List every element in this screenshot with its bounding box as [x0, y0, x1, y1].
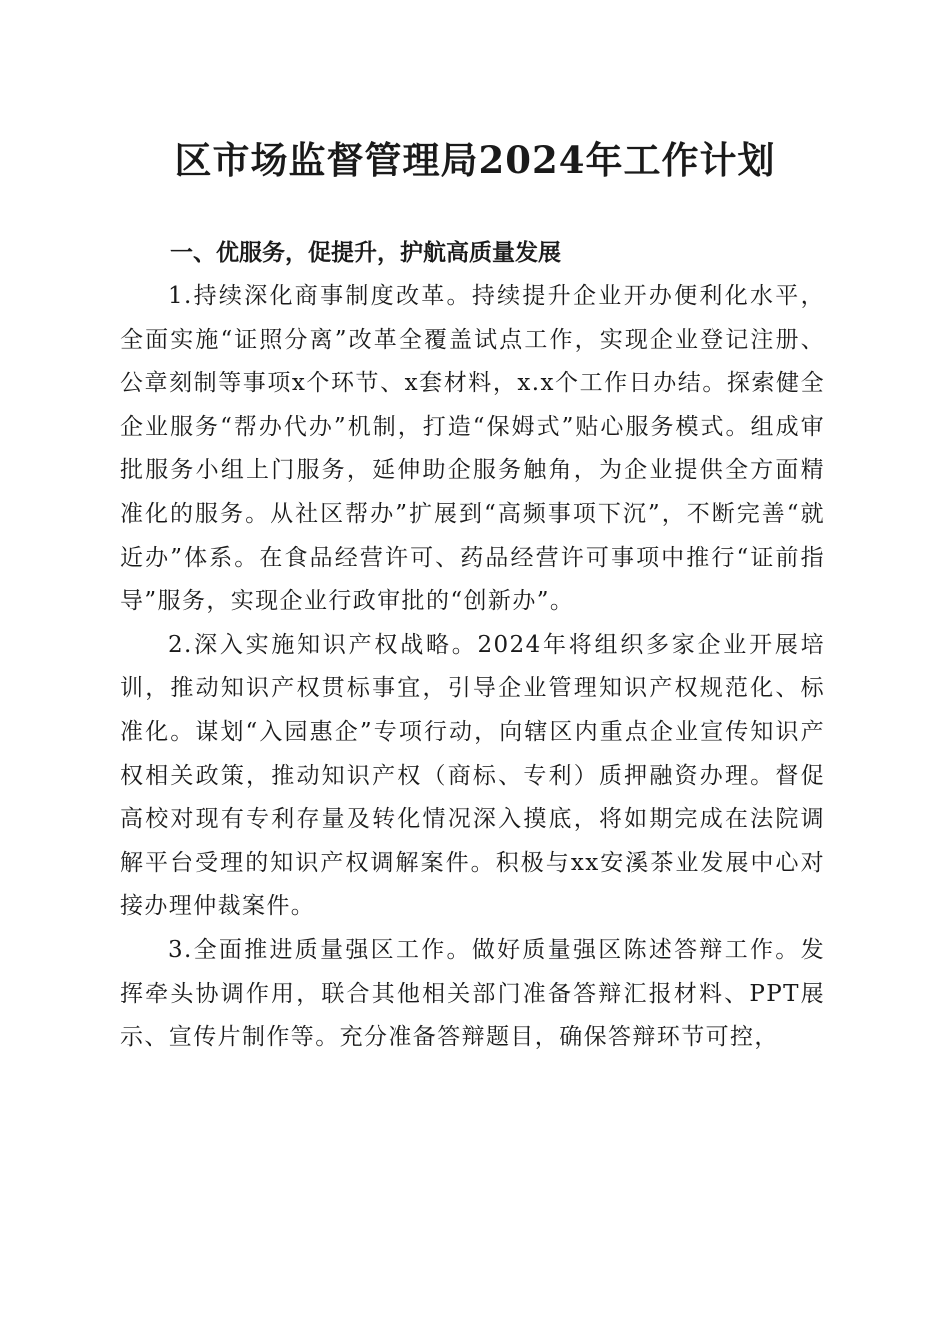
section-heading: 一、优服务，促提升，护航高质量发展: [170, 240, 561, 266]
paragraph-commercial-reform: 1.持续深化商事制度改革。持续提升企业开办便利化水平，全面实施“证照分离”改革全覆盖试点工作，实现企业登记注册、公章刻制等事项x个环节、x套材料，x.x个工作日办结。探索健全企业服务“帮办代办”机制，打造“保姆式”贴心服务模式。组成审批服务小组上门服务，延伸助企服务触角，为企业提供全方面精准化的服务。从社区帮办”扩展到“高频事项下沉”，不断完善“就近办”体系。在食品经营许可、药品经营许可事项中推行“证前指导”服务，实现企业行政审批的“创新办”。: [120, 283, 825, 615]
paragraph-intellectual-property: 2.深入实施知识产权战略。2024年将组织多家企业开展培训，推动知识产权贯标事宜，引导企业管理知识产权规范化、标准化。谋划“入园惠企”专项行动，向辖区内重点企业宣传知识产权相关政策，推动知识产权（商标、专利）质押融资办理。督促高校对现有专利存量及转化情况深入摸底，将如期完成在法院调解平台受理的知识产权调解案件。积极与xx安溪茶业发展中心对接办理仲裁案件。: [120, 631, 825, 920]
paragraph-quality-district: 3.全面推进质量强区工作。做好质量强区陈述答辩工作。发挥牵头协调作用，联合其他相关部门准备答辩汇报材料、PPT展示、宣传片制作等。充分准备答辩题目，确保答辩环节可控，: [120, 936, 825, 1051]
document-body: [120, 231, 825, 1060]
document-title: 区市场监督管理局2024年工作计划: [174, 138, 776, 182]
